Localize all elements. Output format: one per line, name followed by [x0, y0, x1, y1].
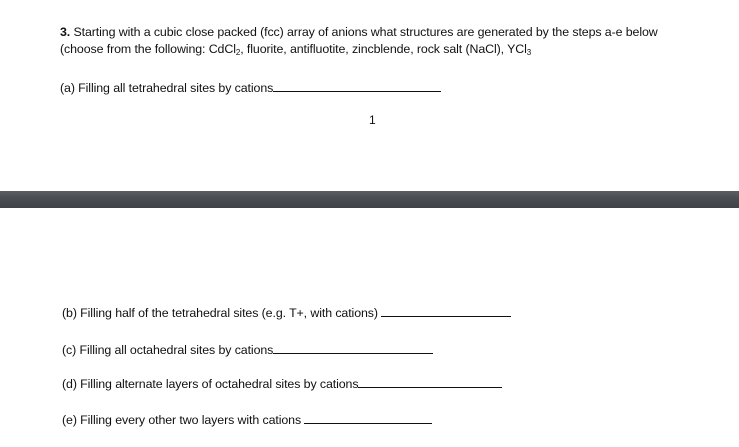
part-a-label: (a) Filling all tetrahedral sites by cations [60, 81, 274, 95]
part-c-answer-blank[interactable] [273, 341, 433, 354]
ycl3-subscript: 3 [526, 48, 532, 57]
part-e [62, 411, 432, 428]
page-1 [0, 0, 739, 190]
cdcl2-subscript: 2 [235, 48, 241, 57]
part-a-answer-blank[interactable] [273, 79, 441, 92]
page-break-divider [0, 191, 739, 208]
part-a [60, 79, 441, 96]
question-text-start: Starting with a cubic close packed (fcc) array of anions what structures are generated by the steps a-e below (choose from the following: CdCl [60, 25, 658, 56]
part-d [62, 375, 502, 392]
part-b-label: (b) Filling half of the tetrahedral sites (e.g. T+, with cations) [62, 306, 378, 320]
part-d-label: (d) Filling alternate layers of octahedral sites by cations [62, 377, 359, 391]
question-number: 3. [60, 25, 71, 39]
part-c [62, 341, 433, 358]
page-2 [0, 210, 739, 447]
part-b [62, 304, 511, 321]
question-3 [60, 24, 700, 58]
part-d-answer-blank[interactable] [358, 375, 502, 388]
part-e-answer-blank[interactable] [304, 411, 432, 424]
part-c-label: (c) Filling all octahedral sites by cations [62, 343, 274, 357]
page-number: 1 [369, 113, 376, 127]
question-text-mid: , fluorite, antifluotite, zincblende, rock salt (NaCl), YCl [240, 42, 527, 56]
part-b-answer-blank[interactable] [381, 304, 511, 317]
part-e-label: (e) Filling every other two layers with cations [62, 413, 302, 427]
